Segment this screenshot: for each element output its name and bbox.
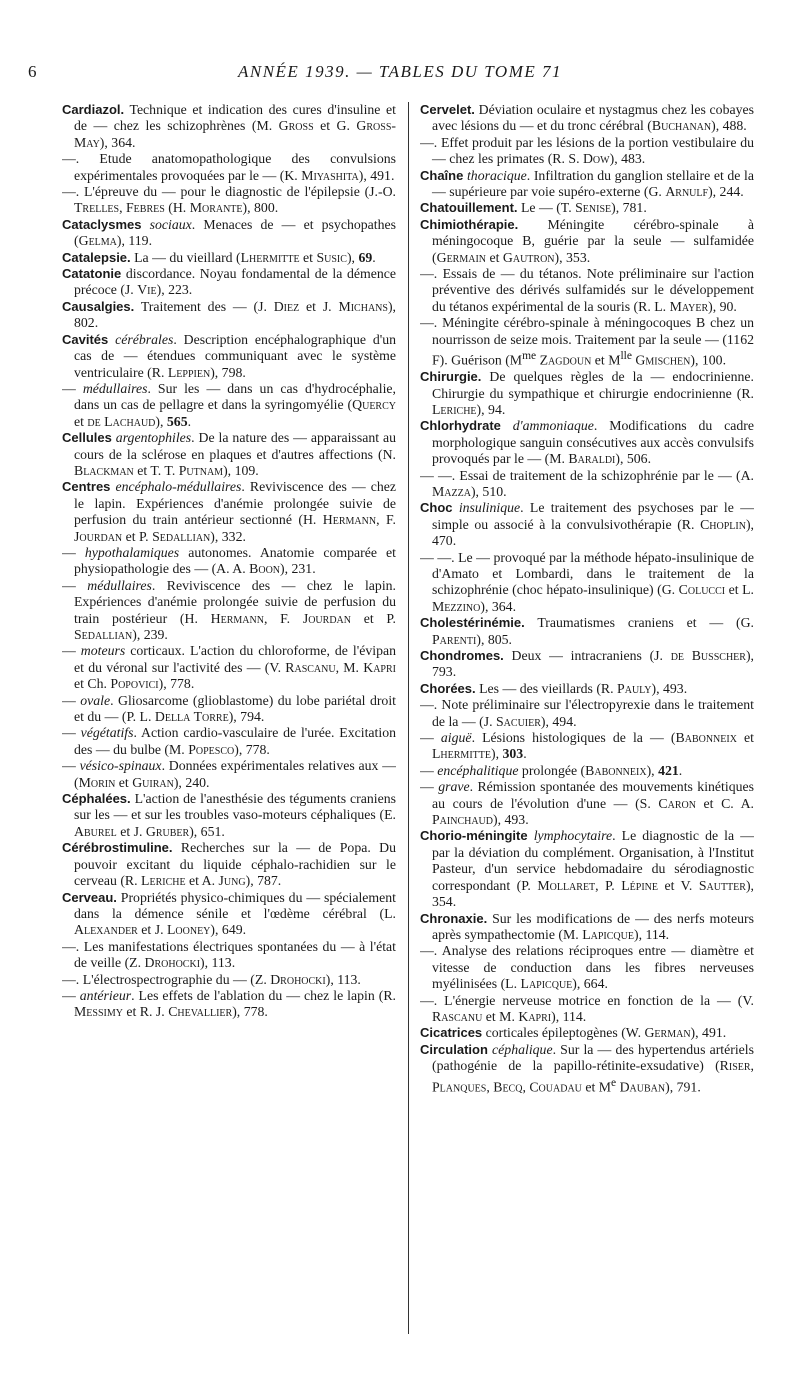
index-entry: — antérieur. Les effets de l'ablation du — chez le lapin (R. Messimy et R. J. Chevallier), 778. (62, 987, 396, 1020)
index-entry: —. Effet produit par les lésions de la portion vestibulaire du — chez les primates (R. S. Dow), 483. (420, 134, 754, 167)
index-entry: —. L'épreuve du — pour le diagnostic de l'épilepsie (J.-O. Trelles, Febres (H. Morante), 800. (62, 184, 396, 216)
left-column (62, 102, 396, 1342)
index-entry: —. Les manifestations électriques spontanées du — à l'état de veille (Z. Drohocki), 113. (62, 938, 396, 971)
index-entry: Chaîne thoracique. Infiltration du ganglion stellaire et de la — supérieure par voie supéro-externe (G. Arnulf), 244. (420, 167, 754, 200)
index-entry: Cérébrostimuline. Recherches sur la — de Popa. Du pouvoir excitant du liquide céphalo-rachidien sur le cerveau (R. Leriche et A. Jung), 787. (62, 840, 396, 889)
index-entry: —. Etude anatomopathologique des convulsions expérimentales provoquées par le — (K. Miyashita), 491. (62, 151, 396, 183)
running-title: ANNÉE 1939. — TABLES DU TOME 71 (237, 62, 563, 81)
index-entry: Circulation céphalique. Sur la — des hypertendus artériels (pathogénie de la papillo-rétinite-exsudative) (Riser, Planques, Becq, Couadau et Me Dauban), 791. (420, 1041, 754, 1095)
index-entry: Cavités cérébrales. Description encéphalographique d'un cas de — étendues communiquant avec le système ventriculaire (R. Leppien), 798. (62, 331, 396, 380)
index-entry: — grave. Rémission spontanée des mouvements kinétiques au cours de l'évolution d'une — (S. Caron et C. A. Painchaud), 493. (420, 779, 754, 828)
index-entry: Catatonie discordance. Noyau fondamental de la démence précoce (J. Vie), 223. (62, 266, 396, 298)
index-entry: —. Analyse des relations réciproques entre — diamètre et vitesse de conduction dans les fibres nerveuses myélinisées (L. Lapicque), 664. (420, 943, 754, 992)
index-entry: — végétatifs. Action cardio-vasculaire de l'urée. Excitation des — du bulbe (M. Popesco), 778. (62, 725, 396, 757)
index-entry: Chorio-méningite lymphocytaire. Le diagnostic de la — par la déviation du complément. Organisation, à l'Institut Pasteur, d'un service hebdomadaire du sérodiagnostic correspondant (P. Mollaret, P. Lépine et V. Sautter), 354. (420, 828, 754, 910)
index-entry: —. L'énergie nerveuse motrice en fonction de la — (V. Rascanu et M. Kapri), 114. (420, 992, 754, 1024)
index-entry: — médullaires. Sur les — dans un cas d'hydrocéphalie, dans un cas de pellagre et dans la syringomyélie (Quercy et de Lachaud), 565. (62, 380, 396, 429)
index-entry: Cataclysmes sociaux. Menaces de — et psychopathes (Gelma), 119. (62, 216, 396, 249)
index-entry: Chondromes. Deux — intracraniens (J. de Busscher), 793. (420, 648, 754, 680)
right-column (420, 102, 754, 1342)
index-entry: — moteurs corticaux. L'action du chloroforme, de l'évipan et du véronal sur l'activité des — (V. Rascanu, M. Kapri et Ch. Popovici), 778. (62, 643, 396, 692)
index-entry: Catalepsie. La — du vieillard (Lhermitte et Susic), 69. (62, 249, 376, 265)
index-entry: —. Note préliminaire sur l'électropyrexie dans le traitement de la — (J. Sacuier), 494. (420, 697, 754, 729)
index-entry: Choc insulinique. Le traitement des psychoses par le — simple ou associé à la convulsivothérapie (R. Choplin), 470. (420, 500, 754, 549)
index-entry: — —. Le — provoqué par la méthode hépato-insulinique de d'Amato et Lombardi, dans le traitement de la schizophrénie (choc hépato-insulinique) (G. Colucci et L. Mezzino), 364. (420, 549, 754, 614)
index-columns (62, 102, 762, 1342)
index-entry: Chlorhydrate d'ammoniaque. Modifications du cadre morphologique sanguin consécutives aux accès convulsifs provoqués par le — (M. Baraldi), 506. (420, 418, 754, 467)
column-divider (408, 102, 409, 1334)
index-entry: —. L'électrospectrographie du — (Z. Drohocki), 113. (62, 971, 361, 987)
index-entry: Chimiothérapie. Méningite cérébro-spinale à méningocoque B, guérie par la seule — sulfamidée (Germain et Gautron), 353. (420, 216, 754, 265)
index-entry: — hypothalamiques autonomes. Anatomie comparée et physiopathologie des — (A. A. Boon), 231. (62, 544, 396, 577)
index-entry: Centres encéphalo-médullaires. Reviviscence des — chez le lapin. Expériences d'anémie prolongée suivie de perfusion du train antérieur sectionné (H. Hermann, F. Jourdan et P. Sedallian), 332. (62, 479, 396, 544)
index-entry: —. Essais de — du tétanos. Note préliminaire sur l'action préventive des dérivés sulfamidés sur le développement du tétanos expérimental de la souris (R. L. Mayer), 90. (420, 266, 754, 314)
index-entry: — aiguë. Lésions histologiques de la — (Babonneix et Lhermitte), 303. (420, 730, 754, 762)
index-entry: — vésico-spinaux. Données expérimentales relatives aux — (Morin et Guiran), 240. (62, 758, 396, 790)
index-entry: Chronaxie. Sur les modifications de — des nerfs moteurs après sympathectomie (M. Lapicque), 114. (420, 910, 754, 942)
index-entry: Cellules argentophiles. De la nature des — apparaissant au cours de la sclérose en plaques et d'autres affections (N. Blackman et T. T. Putnam), 109. (62, 430, 396, 478)
index-entry: Céphalées. L'action de l'anesthésie des téguments craniens sur les — et sur les troubles vaso-moteurs céphaliques (E. Aburel et J. Gruber), 651. (62, 791, 396, 839)
index-entry: — médullaires. Reviviscence des — chez le lapin. Expériences d'anémie prolongée suivie de perfusion du train postérieur (H. Hermann, F. Jourdan et P. Sedallian), 239. (62, 577, 396, 642)
index-entry: Chatouillement. Le — (T. Senise), 781. (420, 200, 647, 216)
page-number: 6 (28, 62, 37, 81)
index-entry: Chorées. Les — des vieillards (R. Pauly), 493. (420, 680, 688, 696)
index-entry: — encéphalitique prolongée (Babonneix), 421. (420, 762, 683, 778)
index-entry: Cholestérinémie. Traumatismes craniens et — (G. Parenti), 805. (420, 615, 754, 647)
index-entry: Cerveau. Propriétés physico-chimiques du — spécialement dans la démence sénile et l'œdème cérébral (L. Alexander et J. Looney), 649. (62, 889, 396, 938)
index-entry: — —. Essai de traitement de la schizophrénie par le — (A. Mazza), 510. (420, 467, 754, 499)
index-entry: Cardiazol. Technique et indication des cures d'insuline et de — chez les schizophrènes (M. Gross et G. Gross-May), 364. (62, 102, 396, 150)
index-entry: Cervelet. Déviation oculaire et nystagmus chez les cobayes avec lésions du — et du tronc cérébral (Buchanan), 488. (420, 102, 754, 134)
index-entry: Cicatrices corticales épileptogènes (W. German), 491. (420, 1025, 727, 1041)
index-entry: — ovale. Gliosarcome (glioblastome) du lobe pariétal droit et du — (P. L. Della Torre), 794. (62, 692, 396, 725)
index-entry: —. Méningite cérébro-spinale à méningocoques B chez un nourrisson de seize mois. Traitement par la seule — (1162 F). Guérison ($M^{me}$ Zagdoun et $M^{lle}$ Gmischen), 100. (420, 315, 754, 368)
page-header (28, 60, 772, 84)
index-entry: Chirurgie. De quelques règles de la — endocrinienne. Chirurgie du sympathique et chirurgie endocrinienne (R. Leriche), 94. (420, 369, 754, 417)
index-entry: Causalgies. Traitement des — (J. Diez et J. Michans), 802. (62, 298, 396, 331)
